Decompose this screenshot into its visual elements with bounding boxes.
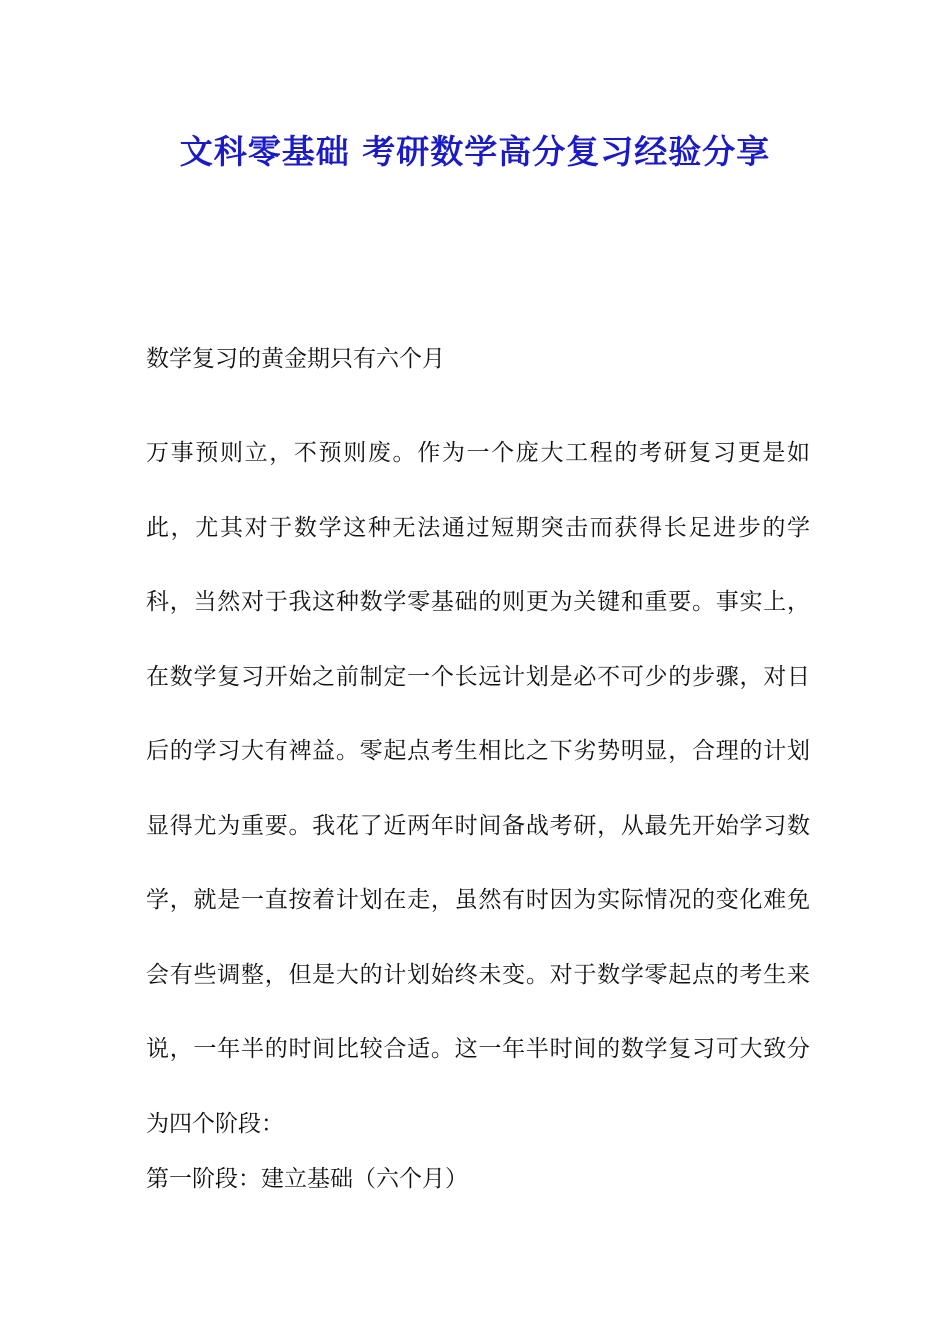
section-heading: 第一阶段：建立基础（六个月） [146,1166,468,1192]
document-title: 文科零基础 考研数学高分复习经验分享 [179,132,771,171]
subheading: 数学复习的黄金期只有六个月 [146,346,445,372]
body-paragraph: 万事预则立，不预则废。作为一个庞大工程的考研复习更是如此，尤其对于数学这种无法通过短期突击而获得长足进步的学科，当然对于我这种数学零基础的则更为关键和重要。事实上，在数学复习开始之前制定一个长远计划是必不可少的步骤，对日后的学习大有裨益。零起点考生相比之下劣势明显，合理的计划显得尤为重要。我花了近两年时间备战考研，从最先开始学习数学，就是一直按着计划在走，虽然有时因为实际情况的变化难免会有些调整，但是大的计划始终未变。对于数学零起点的考生来说，一年半的时间比较合适。这一年半时间的数学复习可大致分为四个阶段： [146,440,810,1137]
